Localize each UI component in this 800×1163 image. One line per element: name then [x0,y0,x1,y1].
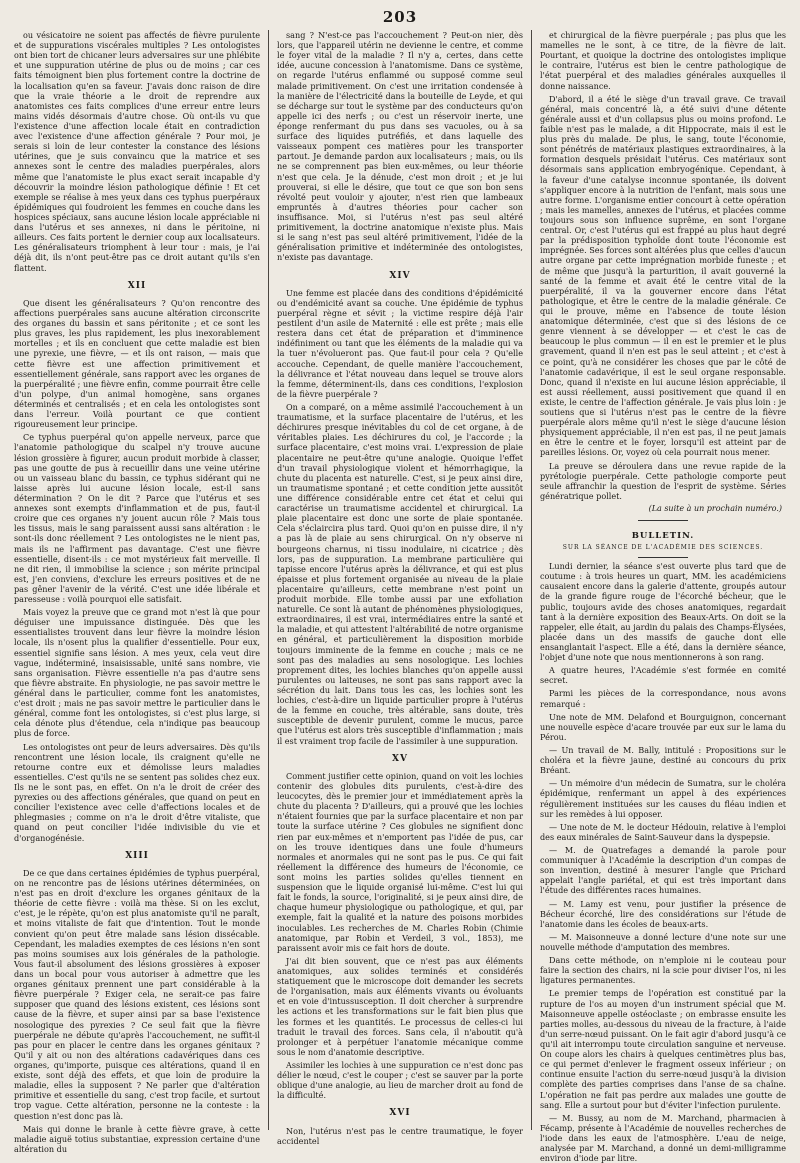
column-3 [540,30,786,1163]
section-heading-xiv: XIV [389,270,411,281]
paragraph: Parmi les pièces de la correspondance, nous avons remarqué : [540,688,786,709]
bulletin-title: BULLETIN. [631,531,695,542]
section-heading-xiii: XIII [125,850,149,861]
paragraph: Assimiler les lochies à une suppuration ce n'est donc pas délier le nœud, c'est le couper ; c'est se sauver par la porte oblique d'une analogie, au lieu de marcher droit au fond de la difficulté. [277,1060,523,1101]
paragraph: — M. Lamy est venu, pour justifier la présence de Bécheur écorché, lire des considérations sur l'étude de l'anatomie dans les écoles de beaux-arts. [540,898,786,929]
bulletin-subtitle: SUR LA SÉANCE DE L'ACADÉMIE DES SCIENCES. [562,543,764,551]
paragraph: Ce typhus puerpéral qu'on appelle nerveux, parce que l'anatomie pathologique du scalpel n'y trouve aucune lésion grossière à figurer, aucun produit morbide à classer, pas une goutte de pus à recueillir dans une veine utérine ou un vaisseau blanc du bassin, ce typhus sidérant qui ne laisse après lui aucune lésion locale, est-il sans détermination ? On le dit ? Parce que l'utérus et ses annexes sont exempts d'inflammation et de pus, faut-il croire que ces organes n'y jouent aucun rôle ? Mais tous les tissus, mais le sang paraissent aussi sans altération : le sont-ils donc réellement ? Les ontologistes ne le nient pas, mais ils ne l'affirment pas davantage. C'est une fièvre essentielle, disent-ils : ce mot mystérieux fait merveille. Il ne dit rien, il immobilise la science ; son mérite principal est, j'en conviens, d'exclure les erreurs positives et de ne pas gêner l'avenir de la vérité. C'est une idée libérale et paresseuse : voilà pourquoi elle satisfait. [14,432,260,605]
paragraph: On a comparé, on a même assimilé l'accouchement à un traumatisme, et la surface placentaire de l'utérus, et les déchirures presque inévitables du col de cet organe, à de véritables plaies. Les déchirures du col, je l'accorde ; la surface placentaire, c'est moins vrai. L'expression de plaie placentaire ne peut-être qu'une analogie. Quoique l'effet d'un travail physiologique violent et hémorrhagique, la chute du placenta est naturelle. C'est, si je peux ainsi dire, un traumatisme spontané ; et cette condition jette aussitôt une différence considérable entre cet état et celui qui caractérise un traumatisme accidentel et chirurgical. La plaie placentaire est donc une sorte de plaie spontanée. Cela s'éclaircira plus tard. Quoi qu'on en puisse dire, il n'y a pas là de plaie au sens chirurgical. On n'y observe ni bourgeons charnus, ni tissu inodulaire, ni cicatrice ; dès lors, pas de suppuration. La membrane particulière qui tapisse encore l'utérus après la délivrance, et qui est plus épaisse et plus fortement organisée au niveau de la plaie placentaire qu'ailleurs, cette membrane n'est point un produit morbide. Elle tombe aussi par une exfoliation naturelle. Ce sont là autant de phénomènes physiologiques, extraordinaires, il est vrai, intermédiaires entre la santé et la maladie, et qui attestent l'altérabilité de notre organisme en général, et particulièrement la disposition morbide toujours imminente de la femme en couche ; mais ce ne sont pas des maladies au sens nosologique. Les lochies proprement dites, les lochies blanches qu'on appelle aussi purulentes ou laiteuses, ne sont pas sans rapport avec la sécrétion du lait. Dans tous les cas, les lochies sont les lochies, c'est-à-dire un liquide particulier propre à l'utérus de la femme en couche, très altérable, sans doute, très susceptible de devenir purulent, comme le mucus, parce que l'utérus est alors très susceptible d'inflammation ; mais il est vraiment trop facile de l'assimiler à une suppuration. [277,401,523,746]
paragraph: — Un mémoire d'un médecin de Sumatra, sur le choléra épidémique, renfermant un appel à des expériences régulièrement instituées sur les causes du fléau indien et sur les remèdes à lui opposer. [540,778,786,819]
paragraph: J'ai dit bien souvent, que ce n'est pas aux éléments anatomiques, aux solides terminés et considérés statiquement que le microscope doit demander les secrets de l'organisation, mais aux éléments vivants ou évoluants et en voie d'intussusception. Il doit chercher à surprendre les actions et les transformations sur le fait bien plus que les formes et les quantités. Le processus de celles-ci lui traduit le travail des forces. Sans cela, il n'aboutit qu'à prolonger et à perpétuer l'anatomie mécanique comme sous le nom d'anatomie descriptive. [277,955,523,1057]
paragraph: A quatre heures, l'Académie s'est formée en comité secret. [540,665,786,686]
paragraph: — Un travail de M. Bally, intitulé : Propositions sur le choléra et la fièvre jaune, destiné au concours du prix Bréant. [540,745,786,776]
paragraph: sang ? N'est-ce pas l'accouchement ? Peut-on nier, dès lors, que l'appareil utérin ne devienne le centre, et comme le foyer vital de la maladie ? Il n'y a, certes, dans cette idée, aucune concession à l'anatomisme. Dans ce système, on regarde l'utérus enflammé ou supposé comme seul malade primitivement. On c'est une irritation condensée à la manière de l'électricité dans la bouteille de Leyde, et qui se décharge sur tout le système par des conducteurs qu'on appelle ici des nerfs ; ou c'est un réservoir inerte, une éponge renfermant du pus dans ses vacuoles, ou à sa surface des liquides putréfiés, et dans laquelle des vaisseaux pompent ces matières pour les transporter partout. Je demande pardon aux localisateurs ; mais, ou ils ne se comprennent pas bien eux-mêmes, ou leur théorie n'est que cela. Je la dénude, c'est mon droit ; et je lui prouverai, si elle le désire, que tout ce que son bon sens révolté peut vouloir y ajouter, n'est rien que lambeaux empruntés à d'autres théories pour cacher son insuffisance. Moi, si l'utérus n'est pas seul altéré primitivement, la doctrine anatomique n'existe plus. Mais si le sang n'est pas seul altéré primitivement, l'idée de la généralisation primitive et indéterminée des ontologistes, n'existe pas davantage. [277,30,523,263]
paragraph: — M. de Quatrefages a demandé la parole pour communiquer à l'Académie la description d'un compas de son invention, destiné à mesurer l'angle que Prichard appelait l'angle pariétal, et qui est très important dans l'étude des différentes races humaines. [540,845,786,896]
section-heading-xvi: XVI [389,1108,411,1119]
to-be-continued-note: (La suite à un prochain numéro.) [648,504,782,514]
column-rule-left [268,30,269,1130]
paragraph: — M. Maisonneuve a donné lecture d'une note sur une nouvelle méthode d'amputation des membres. [540,931,786,952]
paragraph: et chirurgical de la fièvre puerpérale ; pas plus que les mamelles ne le sont, à ce titre, de la fièvre de lait. Pourtant, et quoique la doctrine des ontologistes implique le contraire, l'utérus est bien le centre pathologique de l'état puerpéral et des maladies générales auxquelles il donne naissance. [540,30,786,91]
paragraph: De ce que dans certaines épidémies de typhus puerpéral, on ne rencontre pas de lésions utérines déterminées, on n'est pas en droit d'exclure les organes génitaux de la théorie de cette fièvre : voilà ma thèse. Si on les exclut, c'est, je le répète, qu'on est plus anatomiste qu'il ne paraît, et moins vitaliste de fait que d'intention. Tout le monde convient qu'on peut être malade sans lésion dissécable. Cependant, les maladies exemptes de ces lésions n'en sont pas moins soumises aux lois générales de la pathologie. Vous faut-il absolument des lésions grossières à exposer dans un bocal pour vous autoriser à admettre que les organes génitaux prennent une part considérable à la fièvre puerpérale ? Exiger cela, ne serait-ce pas faire supposer que quand des lésions existent, ces lésions sont cause de la fièvre, et super ainsi par sa base l'existence nosologique des pyrexies ? Ce seul fait que la fièvre puerpérale ne débute qu'après l'accouchement, ne suffit-il pas pour en placer le centre dans les organes génitaux ? Qu'il y ait ou non des altérations cadavériques dans ces organes, qu'importe, puisque ces altérations, quand il en existe, sont déjà des effets, et que loin de produire la maladie, elles la supposent ? Ne parler que d'altération primitive et essentielle du sang, c'est trop facile, et surtout trop vague. Cette altération, personne ne la conteste : la question n'est donc pas là. [14,867,260,1121]
divider [638,557,688,558]
paragraph: — M. Bussy, au nom de M. Marchand, pharmacien à Fécamp, présente à l'Académie de nouvelles recherches de l'iode dans les eaux de l'atmosphère. L'eau de neige, analysée par M. Marchand, a donné un demi-milligramme environ d'iode par litre. [540,1112,786,1163]
paragraph: Une femme est placée dans des conditions d'épidémicité ou d'endémicité avant sa couche. Une épidémie de typhus puerpéral règne et sévit ; la victime respire déjà l'air pestilent d'un asile de Maternité : elle est prête ; mais elle restera dans cet état de préparation et d'imminence indéfiniment ou tant que les éléments de la maladie qui va la tuer n'évolueront pas. Que faut-il pour cela ? Qu'elle accouche. Cependant, de quelle manière l'accouchement, la délivrance et l'état nouveau dans lequel se trouve alors la femme, déterminent-ils, dans ces conditions, l'explosion de la fièvre puerpérale ? [277,287,523,399]
paragraph: La preuve se déroulera dans une revue rapide de la pyrétologie puerpérale. Cette pathologie comporte peut seule affranchir la question de l'esprit de système. Séries génératrique pollet. [540,460,786,501]
section-heading-xii: XII [127,280,147,291]
page-number: 203 [382,8,418,26]
section-heading-xv: XV [392,753,408,764]
divider [638,520,688,521]
paragraph: Dans cette méthode, on n'emploie ni le couteau pour faire la section des chairs, ni la scie pour diviser l'os, ni les ligatures permanentes. [540,955,786,986]
paragraph: Comment justifier cette opinion, quand on voit les lochies contenir des globules dits purulents, c'est-à-dire des leucocytes, dès le premier jour et immédiatement après la chute du placenta ? D'ailleurs, qui a prouvé que les lochies n'étaient fournies que par la surface placentaire et non par toute la surface utérine ? Ces globules ne signifient donc rien par eux-mêmes et n'emportent pas l'idée de pus, car on les trouve identiques dans une foule d'humeurs normales et anormales qui ne sont pas le pus. Ce qui fait réellement la différence des humeurs de l'économie, ce sont moins les parties solides qu'elles tiennent en suspension que le liquide organisé lui-même. C'est lui qui fait le fonds, la source, l'originalité, si je peux ainsi dire, de chaque humeur physiologique ou pathologique, et qui, par exemple, fait la qualité et la nature des poisons morbides inoculables. Les recherches de M. Charles Robin (Chimie anatomique, par Robin et Verdeil, 3 vol., 1853), me paraissent avoir mis ce fait hors de doute. [277,770,524,953]
paragraph: ou vésicatoire ne soient pas affectés de fièvre purulente et de suppurations viscérales multiples ? Les ontologistes ont bien tort de chicaner leurs adversaires sur une phlébite et une suppuration utérine de plus ou de moins ; car ces faits témoignent bien plus fortement contre la doctrine de la localisation qu'en sa faveur. J'avais donc raison de dire que la vraie théorie a le droit de reprendre aux anatomistes ces faits complices d'une erreur entre leurs mains vidés désormais d'autre chose. Où ont-ils vu que l'existence d'une affection locale était en contradiction avec l'existence d'une affection générale ? Pour moi, je serais si loin de leur contester la constance des lésions utérines, que je suis convaincu que la matrice et ses annexes sont le centre des maladies puerpérales, alors même que l'anatomiste le plus exact serait incapable d'y découvrir la moindre lésion pathologique définie ! Et cet exemple se réalise à mes yeux dans ces typhus puerpéraux épidémiques qui foudroient les femmes en couche dans les hospices spéciaux, sans aucune lésion locale appréciable ni dans l'utérus et ses annexes, ni dans le péritoine, ni ailleurs. Ces faits portent le dernier coup aux localisateurs. Les généralisateurs triomphent à leur tour : mais, je l'ai déjà dit, ils n'ont peut-être pas ce droit autant qu'ils s'en flattent. [14,30,260,273]
paragraph: Le premier temps de l'opération est constitué par la rupture de l'os au moyen d'un instrument spécial que M. Maisonneuve appelle ostéoclaste ; on embrasse ensuite les parties molles, au-dessous du niveau de la fracture, à l'aide d'un serre-nœud puissant. On le fait agir d'abord jusqu'à ce qu'il ait interrompu toute circulation sanguine et nerveuse. On coupe alors les chairs à quelques centimètres plus bas, ce qui permet d'enlever le fragment osseux inférieur ; on continue ensuite l'action du serre-nœud jusqu'à la division complète des parties comprises dans l'anse de sa chaîne. L'opération ne fait pas perdre aux malades une goutte de sang. Elle a surtout pour but d'éviter l'infection purulente. [540,988,786,1110]
paragraph: Que disent les généralisateurs ? Qu'on rencontre des affections puerpérales sans aucune altération circonscrite des organes du bassin et sans péritonite ; et ce sont les plus graves, les plus rapidement, les plus inexorablement mortelles ; et ils en concluent que cette maladie est bien une pyrexie, une fièvre, — et ils ont raison, — mais que cette fièvre est une affection primitivement et essentiellement générale, sans rapport avec les organes de la puerpéralité ; une fièvre enfin, comme pourrait être celle d'un polype, d'un animal homogène, sans organes déterminés et centralisés ; et en cela les ontologistes sont dans l'erreur. Voilà pourtant ce que contient rigoureusement leur principe. [14,297,260,430]
paragraph: — Une note de M. le docteur Hédouin, relative à l'emploi des eaux minérales de Saint-Sauveur dans la dyspepsie. [540,821,786,842]
paragraph: Lundi dernier, la séance s'est ouverte plus tard que de coutume : à trois heures un quart, MM. les académiciens causaient encore dans la galerie d'attente, groupés autour de la grande figure rouge de l'écorché bécheur, que le public, toujours avide des choses anatomiques, regardait tant à la dernière exposition des Beaux-Arts. On doit se la rappeler, elle était, au jardin du palais des Champs-Élysées, placée dans un des massifs de gauche dont elle ensanglantait l'aspect. Elle a été, dans la dernière séance, l'objet d'une note que nous mentionnerons à son rang. [540,561,786,663]
paragraph: Non, l'utérus n'est pas le centre traumatique, le foyer accidentel [277,1125,523,1146]
paragraph: Une note de MM. Delafond et Bourguignon, concernant une nouvelle espèce d'acare trouvée par eux sur le lama du Pérou. [540,711,786,742]
paragraph: Les ontologistes ont peur de leurs adversaires. Dès qu'ils rencontrent une lésion locale, ils craignent qu'elle ne retourne contre eux et démolisse leurs maladies essentielles. C'est qu'ils ne se sentent pas solides chez eux. Ils ne le sont pas, en effet. On n'a le droit de créer des pyrexies ou des affections générales, que quand on peut en concilier l'existence avec celle d'affections locales et de phlegmasies ; comme on n'a le droit d'être vitaliste, que quand on peut concilier l'idée indivisible du vie et d'organogénésie. [14,741,260,843]
column-2 [277,30,524,1146]
paragraph: Mais qui donne le branle à cette fièvre grave, à cette maladie aiguë totius substantiae, expression certaine d'une altération du [14,1123,260,1154]
column-1 [14,30,260,1154]
paragraph: D'abord, il a été le siège d'un travail grave. Ce travail général, mais concentré là, a été suivi d'une détente générale aussi et d'un collapsus plus ou moins profond. Le faible n'est pas le malade, a dit Hippocrate, mais il est le plus près du malade. De plus, le sang, toute l'économie, sont pénétrés de matériaux plastiques extraordinaires, à la formation desquels présidait l'utérus. Ces matériaux sont désormais sans application embryogénique. Cependant, à la faveur d'une catalyse inconnue spontanée, ils doivent s'appliquer encore à la nutrition de l'enfant, mais sous une autre forme. L'organisme entier concourt à cette opération ; mais les mamelles, annexes de l'utérus, et placées comme toujours sous son influence suprême, en sont l'organe central. Or, c'est l'utérus qui est frappé au plus haut degré par la prédisposition typhoïde dont toute l'économie est imprégnée. Ses forces sont altérées plus que celles d'aucun autre organe par cette imprégnation morbide funeste ; et de même que jusqu'à la parturition, il avait gouverné la santé de la femme et avait été le centre vital de la puerpéralité, il va la gouverner encore dans l'état pathologique, et être le centre de la maladie générale. Ce qui le prouve, même en l'absence de toute lésion anatomique déterminée, c'est que si des lésions de ce genre viennent à se développer — et c'est le cas de beaucoup le plus commun — il en est le premier et le plus gravement, quand il n'en est pas le seul atteint ; et c'est à ce point, qu'à ne considérer les choses que par le côté de l'anatomie cadavérique, il est le seul organe responsable. Donc, quand il n'existe en lui aucune lésion appréciable, il est aussi réellement, aussi positivement que quand il en existe, le centre de l'affection générale. Je vais plus loin : je soutiens que si l'utérus n'est pas le centre de la fièvre puerpérale alors même qu'il n'est le siège d'aucune lésion physiquement appréciable, il n'en est pas, il ne peut jamais en être le centre et le foyer, lorsqu'il est atteint par de pareilles lésions. Or, voyez où cela pourrait nous mener. [540,93,786,458]
paragraph: Mais voyez la preuve que ce grand mot n'est là que pour déguiser une impuissance distinguée. Dès que les essentialistes trouvent dans leur fièvre la moindre lésion locale, ils n'osent plus la qualifier d'essentielle. Pour eux, essentiel signifie sans lésion. A mes yeux, cela veut dire vague, indéterminé, insaisissable, unité sans nombre, vie sans organisation. Fièvre essentielle n'a pas d'autre sens que fièvre abstraite. En physiologie, ne pas savoir mettre le général dans le particulier, comme font les anatomistes, c'est droit ; mais ne pas savoir mettre le particulier dans le général, comme font les ontologistes, si c'est plus large, si cela dénote plus d'étendue, cela n'indique pas beaucoup plus de force. [14,607,260,739]
column-rule-right [531,30,532,1130]
